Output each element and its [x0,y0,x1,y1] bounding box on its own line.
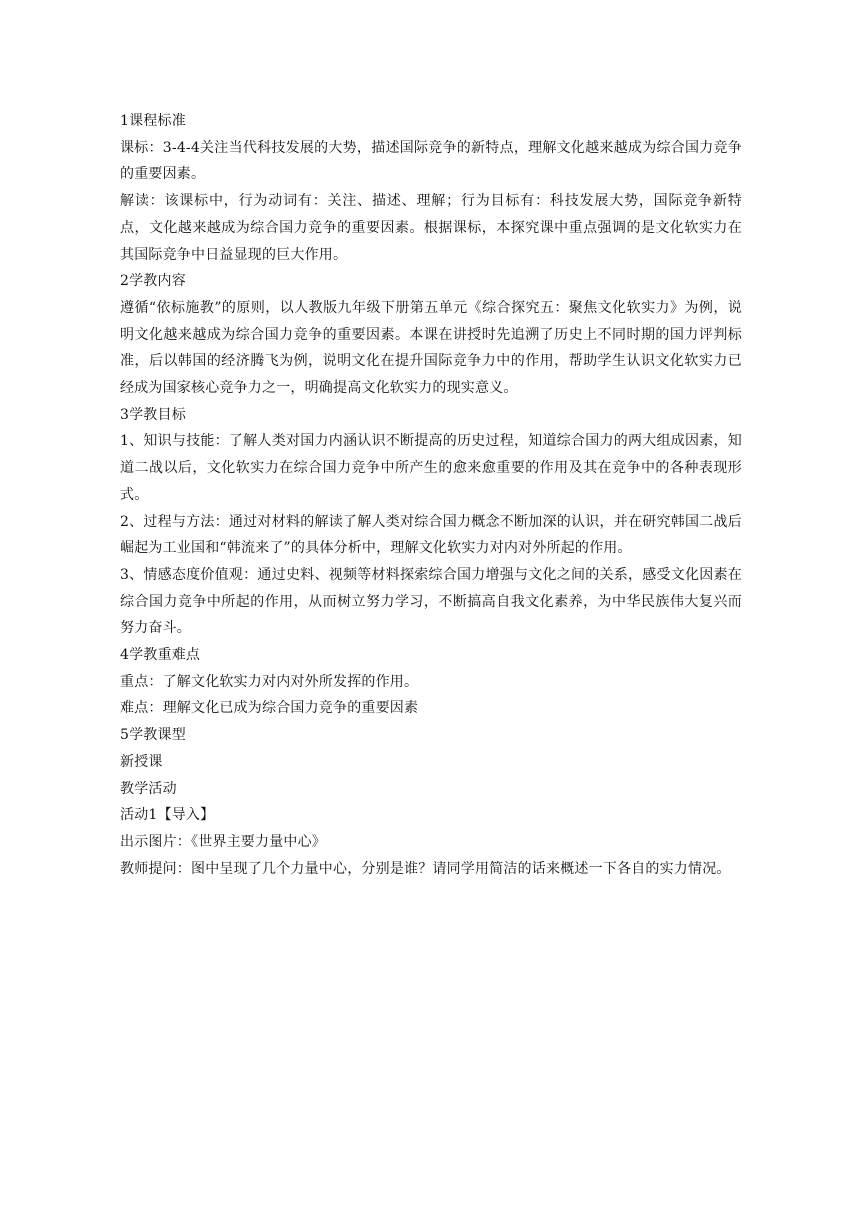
paragraph-difficult-point: 难点：理解文化已成为综合国力竞争的重要因素 [120,700,419,717]
paragraph-teaching-content: 遵循“依标施教”的原则，以人教版九年级下册第五单元《综合探究五：聚焦文化软实力》为例，说明文化越来越成为综合国力竞争的重要因素。本课在讲授时先追溯了历史上不同时期的国力评判标准，后以韩国的经济腾飞为例，说明文化在提升国际竞争力中的作用，帮助学生认识文化软实力已经成为国家核心竞争力之一，明确提高文化软实力的现实意义。 [120,299,742,397]
heading-course-standard: 1课程标准 [120,113,186,129]
paragraph-goal-process: 2、过程与方法：通过对材料的解读了解人类对综合国力概念不断加深的认识，并在研究韩国二战后崛起为工业国和“韩流来了”的具体分析中，理解文化软实力对内对外所起的作用。 [120,513,742,557]
paragraph-standard-text: 课标：3-4-4关注当代科技发展的大势，描述国际竞争的新特点，理解文化越来越成为综合国力竞争的重要因素。 [120,139,742,183]
document-body [120,108,742,882]
heading-teaching-goals: 3学教目标 [120,406,186,423]
paragraph-teacher-question: 教师提问：图中呈现了几个力量中心，分别是谁？请同学用简洁的话来概述一下各自的实力情况。 [120,860,731,877]
paragraph-goal-emotion: 3、情感态度价值观：通过史料、视频等材料探索综合国力增强与文化之间的关系，感受文化因素在综合国力竞争中所起的作用，从而树立努力学习，不断搞高自我文化素养，为中华民族伟大复兴而努力奋斗。 [120,566,742,637]
paragraph-key-point: 重点：了解文化软实力对内对外所发挥的作用。 [120,673,419,690]
heading-teaching-activities: 教学活动 [120,780,177,797]
heading-key-difficult-points: 4学教重难点 [120,647,201,664]
paragraph-goal-knowledge: 1、知识与技能：了解人类对国力内涵认识不断提高的历史过程，知道综合国力的两大组成因素，知道二战以后，文化软实力在综合国力竞争中所产生的愈来愈重要的作用及其在竞争中的各种表现形式。 [120,433,742,503]
paragraph-standard-interpretation: 解读：该课标中，行为动词有：关注、描述、理解；行为目标有：科技发展大势，国际竞争新特点，文化越来越成为综合国力竞争的重要因素。根据课标，本探究课中重点强调的是文化软实力在其国际竞争中日益显现的巨大作用。 [120,193,742,263]
paragraph-lesson-type: 新授课 [120,753,163,770]
heading-lesson-type: 5学教课型 [120,727,186,744]
paragraph-show-image: 出示图片：《世界主要力量中心》 [120,833,326,850]
heading-activity-1: 活动1【导入】 [120,807,215,824]
heading-teaching-content: 2学教内容 [120,273,186,290]
